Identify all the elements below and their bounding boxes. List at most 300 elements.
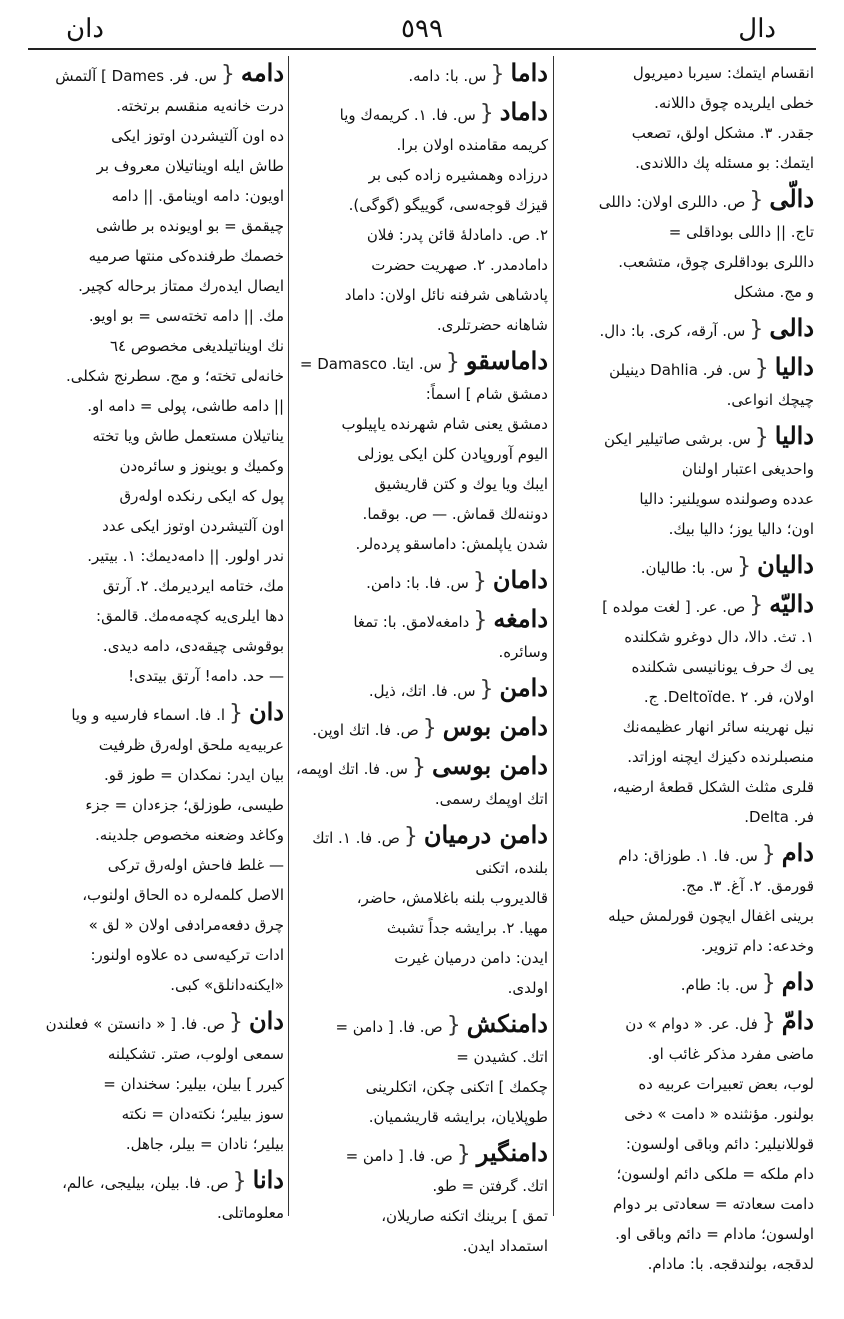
definition-text: س. فا. با: دامن. <box>366 574 469 592</box>
dictionary-entry <box>292 673 548 706</box>
entry-line <box>292 190 548 220</box>
headword: دامغه <box>493 604 548 633</box>
column-middle <box>292 58 548 1255</box>
definition-text: ۱. تث. دالا، دال دوغرو شکلنده <box>624 628 814 646</box>
headword: دام <box>781 838 814 867</box>
entry-line <box>292 1072 548 1102</box>
definition-text: قورمق. ۲. آغ. ۳. مج. <box>681 877 814 895</box>
definition-text: نیل نهرینه سائر انهار عظیمه‌نك <box>622 718 814 736</box>
definition-text: وکمیك و بوینوز و سائره‌دن <box>119 457 284 475</box>
dictionary-entry <box>292 58 548 91</box>
dictionary-entry <box>558 352 814 415</box>
definition-text: عربیه‌یه‌ ملحق اوله‌رق ظرفیت <box>98 736 284 754</box>
headword: داماسقو <box>465 346 548 375</box>
dictionary-entry <box>558 550 814 583</box>
definition-text: منصبلرنده دکیزك ایچنه اوزاتد. <box>627 748 814 766</box>
entry-line <box>558 313 814 346</box>
definition-text: و مج. مشکل <box>733 283 814 301</box>
brace-glyph: { <box>445 350 460 375</box>
entry-line <box>558 772 814 802</box>
entry-line <box>558 1249 814 1279</box>
entry-line <box>292 637 548 667</box>
dictionary-entry <box>292 1138 548 1261</box>
definition-text: اتك اوپمك رسمی. <box>434 790 548 808</box>
entry-line <box>558 118 814 148</box>
entry-line <box>28 511 284 541</box>
definition-text: طیسی، طوزلق؛ جزءدان = جزء <box>85 796 284 814</box>
entry-line <box>558 652 814 682</box>
entry-line <box>558 1099 814 1129</box>
headword: دامه <box>240 58 284 87</box>
definition-text: بیلیر؛ نادان = بیلر، جاهل. <box>125 1135 284 1153</box>
brace-glyph: { <box>422 716 437 741</box>
definition-text: بیان ایدر: نمکدان = طوز قو. <box>103 766 284 784</box>
entry-line <box>28 820 284 850</box>
dictionary-entry <box>28 58 284 691</box>
headword: دامن <box>499 673 548 702</box>
definition-text: ندر اولور. || دامه‌دیمك: ۱. بیتیر. <box>87 547 284 565</box>
definition-text: س. با: طالیان. <box>640 559 734 577</box>
definition-text: خصمك طرفنده‌کی منتها صرمیه <box>88 247 284 265</box>
definition-text: ایبك ویا یوك و کتن قاریشیق <box>374 475 548 493</box>
definition-text: ص. فا. اتك اوپن. <box>312 721 419 739</box>
definition-text: شدن یاپلمش: داماسقو پرده‌لر. <box>355 535 548 553</box>
dictionary-entry <box>558 967 814 1000</box>
entry-line <box>28 760 284 790</box>
entry-line <box>28 910 284 940</box>
entry-line <box>292 499 548 529</box>
dictionary-entry <box>558 421 814 544</box>
entry-line <box>28 631 284 661</box>
definition-text: ایدن: دامن درمیان غیرت <box>394 949 548 967</box>
entry-line <box>28 790 284 820</box>
definition-text: دها ایلری‌یه کچه‌مه‌مك. قالمق: <box>96 607 284 625</box>
definition-text: س. فا. اتك، ذیل. <box>368 682 476 700</box>
entry-line <box>558 217 814 247</box>
entry-line <box>292 280 548 310</box>
definition-text: درزاده وهمشیره زاده کبی بر <box>368 166 548 184</box>
entry-line <box>28 361 284 391</box>
headword: دالّی <box>769 184 814 213</box>
entry-line <box>558 247 814 277</box>
entry-line <box>28 211 284 241</box>
definition-text: انقسام ایتمك: سیربا دمیریول <box>632 64 814 82</box>
entry-line <box>28 1165 284 1198</box>
definition-text: تمق ] برینك اتکنه صاریلان، <box>381 1207 548 1225</box>
definition-text: دمشق شام ] اسماً: <box>425 385 548 403</box>
definition-text: سوز بیلیر؛ نکته‌دان = نکته <box>121 1105 284 1123</box>
dictionary-entry <box>28 697 284 1000</box>
brace-glyph: { <box>446 1013 461 1038</box>
headword: دالی <box>769 313 814 342</box>
entry-line <box>28 241 284 271</box>
brace-glyph: { <box>749 593 764 618</box>
definition-text: لوب، بعض تعبیرات عربیه ده <box>638 1075 814 1093</box>
definition-text: س. برشی صاتیلیر ایکن <box>604 430 751 448</box>
headword: دان <box>249 1006 284 1035</box>
entry-line <box>28 1039 284 1069</box>
entry-line <box>28 850 284 880</box>
entry-line <box>292 853 548 883</box>
definition-text: ص. فا. بیلن، بیلیجی، عالم، <box>62 1174 229 1192</box>
column-left <box>28 58 284 1222</box>
headword: داماد <box>499 97 548 126</box>
entry-line <box>292 1042 548 1072</box>
headword: دامان <box>492 565 548 594</box>
entry-line <box>28 391 284 421</box>
definition-text: الیوم آوروپادن کلن ایکی یوزلی <box>357 445 548 463</box>
headword: دامّ <box>781 1006 814 1035</box>
entry-line <box>558 742 814 772</box>
headword: دامن بوسی <box>431 751 548 780</box>
definition-text: قوللانیلیر: دائم وباقی اولسون: <box>625 1135 814 1153</box>
entry-line <box>558 1189 814 1219</box>
definition-text: جقدر. ۳. مشکل اولق، تصعب <box>631 124 814 142</box>
brace-glyph: { <box>749 317 764 342</box>
brace-glyph: { <box>479 677 494 702</box>
brace-glyph: { <box>229 1010 244 1035</box>
definition-text: بوقوشی چیقه‌دی، دامه دیدی. <box>102 637 284 655</box>
entry-line <box>558 1129 814 1159</box>
definition-text: طوپلایان، برایشه قاریشمیان. <box>368 1108 548 1126</box>
definition-text: دام ملکه = ملکی دائم اولسون؛ <box>616 1165 814 1183</box>
definition-text: دامغه‌لامق. با: تمغا <box>353 613 470 631</box>
brace-glyph: { <box>761 842 776 867</box>
entry-line <box>292 97 548 130</box>
entry-line <box>292 712 548 745</box>
headword: دانا <box>252 1165 284 1194</box>
dictionary-entry <box>558 58 814 178</box>
headword: دامن بوس <box>442 712 548 741</box>
definition-text: مهیا. ۲. برایشه جداً تشبث <box>386 919 548 937</box>
definition-text: ص. فا. [ « دانستن » فعلندن <box>45 1015 226 1033</box>
entry-line <box>292 130 548 160</box>
brace-glyph: { <box>754 356 769 381</box>
definition-text: س. با: دامه. <box>408 67 487 85</box>
definition-text: س. فر. Dahlia دینیلن <box>609 361 751 379</box>
entry-line <box>558 1219 814 1249</box>
definition-text: تاج. || داللی بوداقلی = <box>668 223 814 241</box>
page-number: ٥٩٩ <box>401 14 443 44</box>
definition-text: دوننه‌لك قماش. — ص. بوقما. <box>362 505 548 523</box>
dictionary-entry <box>558 1006 814 1279</box>
entry-line <box>28 661 284 691</box>
entry-line <box>558 484 814 514</box>
definition-text: س. فا. ۱. کریمه‌ك ویا <box>339 106 476 124</box>
entry-line <box>558 88 814 118</box>
definition-text: س. با: طام. <box>680 976 758 994</box>
entry-line <box>558 622 814 652</box>
entry-line <box>292 220 548 250</box>
brace-glyph: { <box>490 62 505 87</box>
definition-text: س. ایتا. Damasco = <box>299 355 442 373</box>
definition-text: قیزك قوجه‌سی، گوییگو (گوگی). <box>348 196 548 214</box>
entry-line <box>558 712 814 742</box>
definition-text: ده اون آلتیشردن اوتوز ایکی <box>111 127 284 145</box>
definition-text: اولسون؛ مادام = دائم وباقی او. <box>615 1225 814 1243</box>
definition-text: بلنده، اتکنی <box>475 859 548 877</box>
dictionary-entry <box>292 565 548 598</box>
entry-line <box>558 352 814 385</box>
definition-text: ماضی مفرد مذکر غائب او. <box>647 1045 814 1063</box>
dictionary-entry <box>292 346 548 559</box>
entry-line <box>292 943 548 973</box>
entry-line <box>292 973 548 1003</box>
headword: دالیا <box>774 352 814 381</box>
entry-line <box>558 277 814 307</box>
entry-line <box>292 604 548 637</box>
entry-line <box>292 469 548 499</box>
entry-line <box>28 451 284 481</box>
entry-line <box>292 250 548 280</box>
definition-text: چیقمق = بو اویونده بر طاشی <box>95 217 284 235</box>
definition-text: س. آرقه، کری. با: دال. <box>599 322 746 340</box>
entry-line <box>558 148 814 178</box>
entry-line <box>558 1006 814 1039</box>
brace-glyph: { <box>220 62 235 87</box>
header-section-right: دال <box>738 14 776 44</box>
definition-text: — غلط فاحش اوله‌رق ترکی <box>107 856 284 874</box>
brace-glyph: { <box>411 755 426 780</box>
definition-text: س. فا. ۱. طوزاق: دام <box>618 847 758 865</box>
entry-line <box>292 1201 548 1231</box>
entry-line <box>28 58 284 91</box>
definition-text: پول که ایکی رنکده اوله‌رق <box>119 487 284 505</box>
entry-line <box>28 121 284 151</box>
entry-line <box>28 91 284 121</box>
definition-text: ادات ترکیه‌سی ده علاوه اولنور: <box>90 946 284 964</box>
definition-text: دامت سعادته = سعادتی بر دوام <box>613 1195 814 1213</box>
brace-glyph: { <box>456 1142 471 1167</box>
entry-line <box>558 901 814 931</box>
definition-text: خانه‌لی تخته؛ و مج. سطرنج شکلی. <box>66 367 284 385</box>
entry-line <box>292 883 548 913</box>
entry-line <box>292 1171 548 1201</box>
dictionary-entry <box>28 1006 284 1159</box>
definition-text: قلری مثلث الشکل قطعه‌ٔ ارضیه، <box>612 778 814 796</box>
entry-line <box>28 880 284 910</box>
definition-text: درت خانه‌یه منقسم برتخته. <box>116 97 284 115</box>
entry-line <box>292 379 548 409</box>
entry-line <box>292 784 548 814</box>
entry-line <box>292 529 548 559</box>
brace-glyph: { <box>403 824 418 849</box>
entry-line <box>558 514 814 544</box>
entry-line <box>558 385 814 415</box>
entry-line <box>558 871 814 901</box>
definition-text: وکاغد وضعنه مخصوص جلدینه. <box>95 826 284 844</box>
definition-text: ایصال ایده‌رك ممتاز برحاله کچیر. <box>78 277 284 295</box>
definition-text: فر. Delta. <box>744 808 814 826</box>
entry-line <box>28 1006 284 1039</box>
entry-line <box>558 931 814 961</box>
brace-glyph: { <box>761 971 776 996</box>
definition-text: مك. || دامه تخته‌سی = بو اویو. <box>88 307 284 325</box>
definition-text: قالدیروب بلنه باغلامش، حاضر، <box>356 889 548 907</box>
definition-text: بولنور. مؤنثنده « دامت » دخی <box>624 1105 814 1123</box>
entry-line <box>558 838 814 871</box>
entry-line <box>28 421 284 451</box>
entry-line <box>28 151 284 181</box>
dictionary-entry <box>558 838 814 961</box>
definition-text: کریمه مقامنده اولان برا. <box>396 136 548 154</box>
header-rule <box>28 48 816 50</box>
brace-glyph: { <box>229 701 244 726</box>
definition-text: اون آلتیشردن اوتوز ایکی عدد <box>102 517 284 535</box>
entry-line <box>558 967 814 1000</box>
definition-text: خطی ایلریده چوق داللانه. <box>654 94 814 112</box>
entry-line <box>558 454 814 484</box>
entry-line <box>292 1138 548 1171</box>
entry-line <box>292 310 548 340</box>
entry-line <box>558 184 814 217</box>
definition-text: داللری بوداقلری چوق، متشعب. <box>618 253 814 271</box>
definition-text: چرق دفعه‌مرادفی اولان « لق » <box>88 916 284 934</box>
entry-line <box>28 571 284 601</box>
definition-text: یی ك حرف یونانیسی شکلنده <box>631 658 814 676</box>
headword: دالیان <box>757 550 814 579</box>
entry-line <box>292 1231 548 1261</box>
definition-text: ص. فا. ۱. اتك <box>312 829 400 847</box>
entry-line <box>292 409 548 439</box>
definition-text: معلوماتلی. <box>216 1204 284 1222</box>
entry-line <box>28 301 284 331</box>
entry-line <box>292 820 548 853</box>
column-divider <box>288 56 289 1216</box>
definition-text: اتك. کشیدن = <box>456 1048 548 1066</box>
headword: داما <box>510 58 548 87</box>
definition-text: ص. عر. [ لغت مولده ] <box>602 598 746 616</box>
entry-line <box>28 331 284 361</box>
definition-text: دمشق یعنی شام شهرنده یاپیلوب <box>341 415 548 433</box>
dictionary-entry <box>292 820 548 1003</box>
header-section-left: دان <box>66 14 104 44</box>
definition-text: ص. فا. [ دامن = <box>345 1147 453 1165</box>
entry-line <box>558 421 814 454</box>
definition-text: «ایکنه‌دانلق» کبی. <box>170 976 284 994</box>
entry-line <box>558 1159 814 1189</box>
brace-glyph: { <box>761 1010 776 1035</box>
entry-line <box>28 940 284 970</box>
brace-glyph: { <box>472 569 487 594</box>
definition-text: اتك. گرفتن = طو. <box>432 1177 548 1195</box>
entry-line <box>292 913 548 943</box>
definition-text: ۲. ص. داماد‌لهٔ قائن پدر: فلان <box>366 226 548 244</box>
definition-text: شاهانه حضرتلری. <box>436 316 548 334</box>
entry-line <box>292 565 548 598</box>
entry-line <box>292 439 548 469</box>
entry-line <box>28 1129 284 1159</box>
dictionary-entry <box>292 604 548 667</box>
definition-text: داماد‌مدر. ۲. صهریت حضرت <box>371 256 548 274</box>
definition-text: نك اویناتیلدیغی مخصوص ٦٤ <box>110 337 284 355</box>
entry-line <box>558 58 814 88</box>
headword: دالیا <box>774 421 814 450</box>
entry-line <box>558 1069 814 1099</box>
dictionary-entry <box>558 313 814 346</box>
entry-line <box>292 751 548 784</box>
definition-text: مك، ختامه ایردیرمك. ۲. آرتق <box>102 577 284 595</box>
definition-text: س. فر. Dames ] آلتمش <box>55 67 217 85</box>
definition-text: یناتیلان مستعمل طاش ویا تخته <box>92 427 284 445</box>
entry-line <box>292 673 548 706</box>
definition-text: استمداد ایدن. <box>462 1237 548 1255</box>
definition-text: الاصل کلمه‌لره ده الحاق اولنوب، <box>82 886 284 904</box>
entry-line <box>28 481 284 511</box>
headword: دالیّه <box>769 589 814 618</box>
definition-text: چکمك ] اتکنی چکن، اتکلرینی <box>365 1078 548 1096</box>
brace-glyph: { <box>749 188 764 213</box>
definition-text: لدقجه، بولندقجه. با: مادام. <box>647 1255 814 1273</box>
entry-line <box>28 1099 284 1129</box>
definition-text: سمعی اولوب، صتر. تشکیلنه <box>107 1045 284 1063</box>
dictionary-entry <box>292 712 548 745</box>
brace-glyph: { <box>473 608 488 633</box>
dictionary-entry <box>558 589 814 832</box>
headword: دامنکش <box>466 1009 548 1038</box>
dictionary-entry <box>292 751 548 814</box>
definition-text: برینی اغفال ایچون قورلمش حیله <box>608 907 814 925</box>
entry-line <box>292 58 548 91</box>
definition-text: عدده وصولنده سویلنیر: دالیا <box>639 490 814 508</box>
dictionary-entry <box>558 184 814 307</box>
definition-text: اولان، فر. Deltoïde. ۲. ج. <box>643 688 814 706</box>
definition-text: ایتمك: بو مسئله پك داللاندی. <box>635 154 814 172</box>
definition-text: س. فا. اتك اوپمه، <box>295 760 408 778</box>
entry-line <box>28 1198 284 1228</box>
definition-text: وخدعه: دام تزویر. <box>700 937 814 955</box>
definition-text: وسائره. <box>498 643 548 661</box>
entry-line <box>292 1009 548 1042</box>
definition-text: اولدی. <box>507 979 548 997</box>
definition-text: پادشاهی شرفنه نائل اولان: داماد <box>344 286 548 304</box>
definition-text: طاش ایله اویناتیلان معروف بر <box>96 157 284 175</box>
definition-text: ا. فا. اسماء فارسیه و ویا <box>71 706 226 724</box>
column-right <box>558 58 814 1273</box>
definition-text: چیچك انواعی. <box>726 391 814 409</box>
definition-text: — حد. دامه! آرتق بیتدی! <box>128 667 284 685</box>
entry-line <box>28 970 284 1000</box>
entry-line <box>292 1102 548 1132</box>
page-header <box>28 12 816 46</box>
definition-text: ص. داللری اولان: داللی <box>598 193 746 211</box>
entry-line <box>292 160 548 190</box>
definition-text: ص. فا. [ دامن = <box>335 1018 443 1036</box>
dictionary-entry <box>292 1009 548 1132</box>
entry-line <box>28 697 284 730</box>
headword: دامنگیر <box>476 1138 548 1167</box>
dictionary-entry <box>292 97 548 340</box>
definition-text: کیرر ] بیلن، بیلیر: سخندان = <box>103 1075 284 1093</box>
definition-text: واحدیغی اعتبار اولنان <box>681 460 814 478</box>
definition-text: اون؛ دالیا یوز؛ دالیا بیك. <box>668 520 814 538</box>
brace-glyph: { <box>754 425 769 450</box>
entry-line <box>558 589 814 622</box>
entry-line <box>558 550 814 583</box>
dictionary-entry <box>28 1165 284 1228</box>
entry-line <box>292 346 548 379</box>
entry-line <box>28 601 284 631</box>
definition-text: اویون: دامه اوینامق. || دامه <box>111 187 284 205</box>
entry-line <box>28 271 284 301</box>
entry-line <box>28 730 284 760</box>
entry-line <box>28 1069 284 1099</box>
definition-text: || دامه طاشی، پولی = دامه او. <box>87 397 284 415</box>
headword: دان <box>249 697 284 726</box>
column-divider <box>553 56 554 1216</box>
brace-glyph: { <box>737 554 752 579</box>
definition-text: فل. عر. « دوام » دن <box>625 1015 758 1033</box>
